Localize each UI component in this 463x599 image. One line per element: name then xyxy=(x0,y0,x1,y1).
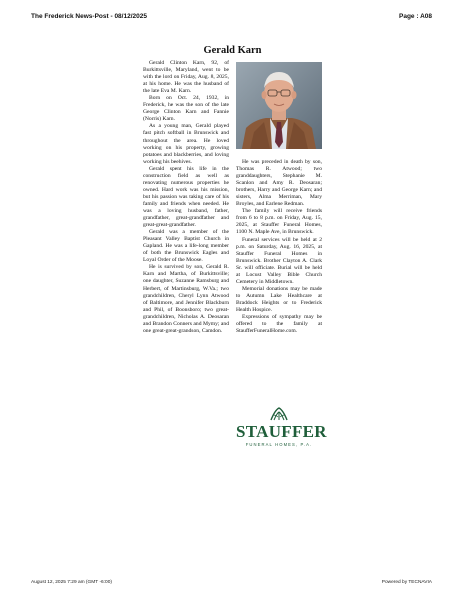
logo-name: STAUFFER xyxy=(236,422,327,441)
obituary-right-column xyxy=(236,159,322,335)
paragraph: Gerald was a member of the Pleasant Valley Baptist Church in Gapland. He was a life-long member of both the Brunswick Eagles and Loyal Order of the Moose. xyxy=(143,229,229,264)
header-publication: The Frederick News-Post - 08/12/2025 xyxy=(31,13,147,20)
portrait-photo xyxy=(236,62,322,149)
paragraph: Gerald spent his life in the construction field as well as renovating numerous properties he owned. Hard work was his mission, but his passion was taking care of his family and friends when needed. He was a loving husband, father, grandfather, great-grandfather and great-great-grandfather. xyxy=(143,165,229,229)
paragraph: As a young man, Gerald played fast pitch softball in Brunswick and throughout the area. He loved working on his property, growing potatoes and blackberries, and loving working his beehives. xyxy=(143,123,229,165)
paragraph: Funeral services will be held at 2 p.m. on Saturday, Aug. 16, 2025, at Stauffer Funeral Homes in Brunswick. Brother Clayton A. Clark Sr. will officiate. Burial will be held at Locust Valley Bible Church Cemetery in Middletown. xyxy=(236,236,322,285)
paragraph: Gerald Clinton Karn, 92, of Burkittsville, Maryland, went to be with the lord on Friday, Aug. 8, 2025, at his home. He was the husband of the late Eva M. Karn. xyxy=(143,60,229,95)
paragraph: The family will receive friends from 6 to 8 p.m. on Friday, Aug. 15, 2025, at Stauffer Funeral Homes, 1100 N. Maple Ave, in Brunswick. xyxy=(236,208,322,236)
paragraph: He is survived by son, Gerald R. Karn and Martha, of Burkittsville; one daughter, Suzanne Ramsburg and Herbert, of Martinsburg, W.Va.; two grandchildren, Cheryl Lynn Atwood of Baltimore, and Jennifer Blackburn and Phil, of Boonsboro; two great-grandchildren, Nicholas A. Deosaran and Brandon Conners and Mymy; and one great-great-grandson, Camdon. xyxy=(143,264,229,334)
obituary-left-column xyxy=(143,60,229,335)
stauffer-emblem-icon xyxy=(269,406,289,422)
logo-subtitle: FUNERAL HOMES, P.A. xyxy=(245,442,313,447)
paragraph: Memorial donations may be made to Autumn Lake Healthcare at Braddock Heights or to Frederick Health Hospice. xyxy=(236,285,322,313)
portrait-image xyxy=(236,62,322,149)
funeral-home-logo xyxy=(236,406,327,450)
obituary-title: Gerald Karn xyxy=(203,45,262,56)
paragraph: Born on Oct. 24, 1932, in Frederick, he was the son of the late George Clinton Karn and Fannie (Norris) Karn. xyxy=(143,95,229,123)
paragraph: He was preceded in death by son, Thomas R. Atwood; two granddaughters, Stephanie M. Scanlon and Amy R. Deosaran; brothers, Harry and George Karn; and sisters, Alma Merriman, Mary Broyles, and Earlene Redman. xyxy=(236,159,322,208)
header-page-number: Page : A08 xyxy=(399,13,432,20)
footer-powered-by: Powered by TECNAVIA xyxy=(381,580,432,585)
footer-timestamp: August 12, 2025 7:29 am (GMT -6:00) xyxy=(31,580,112,585)
paragraph: Expressions of sympathy may be offered to the family at StaufferFuneralHome.com. xyxy=(236,314,322,335)
